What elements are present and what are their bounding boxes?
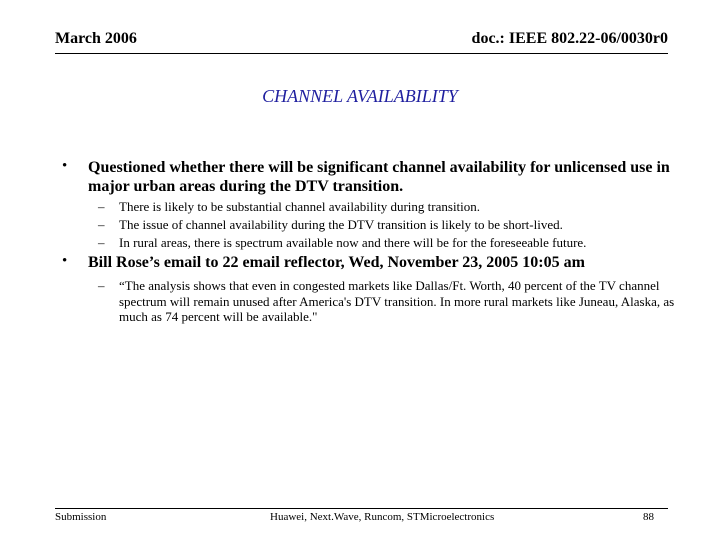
header-doc-id: doc.: IEEE 802.22-06/0030r0	[471, 30, 668, 47]
sub-bullet-marker: –	[98, 235, 105, 250]
quote-text: “The analysis shows that even in congested markets like Dallas/Ft. Worth, 40 percent of the TV channel spectrum will remain unused after America's DTV transition. In more rural markets like Juneau, Alaska, as much as 74 percent will be available."	[119, 278, 675, 324]
footer-companies: Huawei, Next.Wave, Runcom, STMicroelectronics	[270, 511, 495, 523]
footer-divider	[55, 508, 668, 509]
sub-bullet-marker: –	[98, 278, 105, 293]
bullet-text-2: Bill Rose’s email to 22 email reflector, Wed, November 23, 2005 10:05 am	[88, 254, 585, 271]
page-number: 88	[643, 511, 654, 523]
sub-bullet-marker: –	[98, 199, 105, 214]
slide-title: CHANNEL AVAILABILITY	[262, 86, 458, 106]
sub-bullet-text: In rural areas, there is spectrum available now and there will be for the foreseeable future.	[119, 235, 587, 250]
bullet-text-1: Questioned whether there will be significant channel availability for unlicensed use in major urban areas during the DTV transition.	[88, 159, 670, 195]
sub-bullet-text: The issue of channel availability during the DTV transition is likely to be short-lived.	[119, 217, 563, 232]
header-date: March 2006	[55, 30, 137, 47]
bullet-marker-1: •	[62, 158, 68, 174]
footer-submission: Submission	[55, 511, 107, 523]
sub-bullet-marker: –	[98, 217, 105, 232]
header-divider	[55, 53, 668, 54]
sub-bullet-text: There is likely to be substantial channel availability during transition.	[119, 199, 481, 214]
bullet-marker-2: •	[62, 253, 68, 269]
